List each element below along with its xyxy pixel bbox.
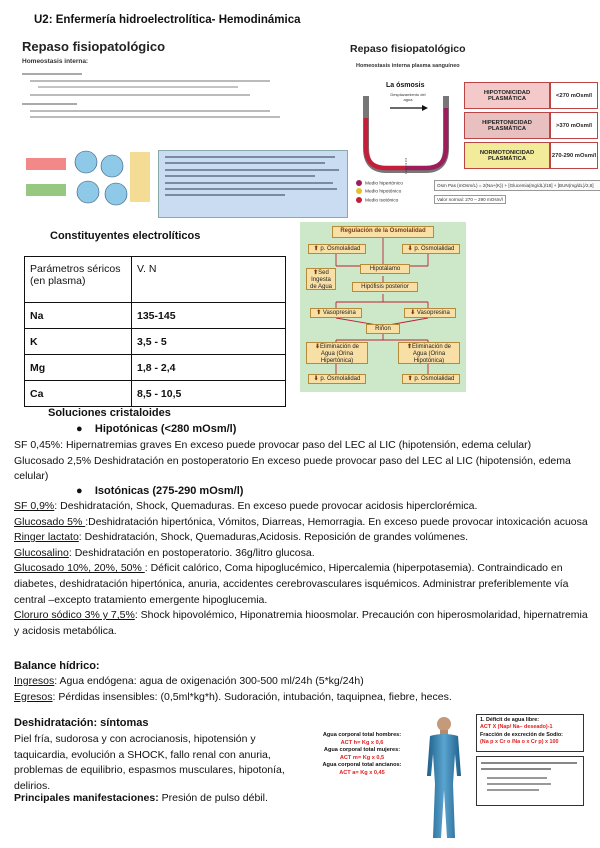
elimination-up-node: ⬆Eliminación de Agua (Orina Hipotónica) [398,342,460,364]
solution-text: : Deshidratación, Shock, Quemaduras. En exceso puede provocar acidosis hiperclorémica. [54,500,478,512]
solution-name: Cloruro sódico 3% y 7,5% [14,609,135,622]
ingresos-text: : Agua endógena: agua de oxigenación 300-500 ml/24h (5*kg/24h) [54,675,364,687]
value-cell: 1,8 - 2,4 [132,355,286,381]
osm-bottom-right-node: ⬆ p. Osmolalidad [402,374,460,384]
osm-bottom-right-text: p. Osmolalidad [414,376,455,382]
egresos-line [14,690,590,706]
crystalloids-title: Soluciones cristaloides [48,407,171,419]
table-row [25,303,286,329]
right-panel-title: Repaso fisiopatológico [350,43,466,55]
list-item [14,608,590,639]
elimination-down-text: Eliminación de Agua (Orina Hipertónica) [320,344,360,364]
fraction-title: Fracción de excreción de Sodio: [480,731,563,738]
regulation-title [332,226,434,238]
list-item [14,499,590,515]
osmolarity-normal-value: Valor normal: 270 – 290 mOsm/l [434,195,506,204]
tonicity-label-hypo: HIPOTONICIDAD PLASMÁTICA [483,89,531,102]
solution-text: : Shock hipovolémico, Hiponatremia hioosmolar. Precaución con hiperosmolaridad, hipernatremia y acidosis metabólica. [14,609,588,637]
osm-bottom-left-node: ⬇ p. Osmolalidad [308,374,366,384]
value-cell: 3,5 - 5 [132,329,286,355]
blurred-text-block [22,70,342,122]
list-item [14,438,590,454]
osmosis-arrow-label: Desplazamiento del agua [390,92,426,102]
tonicity-row-normo [464,142,550,169]
osm-down-text: p. Osmolalidad [414,246,455,252]
human-body-figure [414,714,474,842]
ingresos-label: Ingresos [14,675,55,687]
osmosis-legend [356,180,403,205]
list-item [14,515,590,531]
kidney-text: Riñon [375,326,391,332]
osmosis-diagram [350,78,462,178]
tonicity-table [464,78,598,176]
ingresos-line [14,674,590,690]
deficit-title: 1. Déficit de agua libre: [480,717,540,723]
list-item [14,561,590,608]
solution-name: SF 0,9% [14,500,55,512]
solution-text: : Deshidratación en postoperatorio. 36g/litro glucosa. [68,546,315,559]
header-cell: V. N [132,257,286,303]
solution-text: : Deshidratación, Shock, Quemaduras,Acidosis. Reposición de grandes volúmenes. [78,531,469,544]
legend-dot-3 [356,197,362,203]
electrolytes-title: Constituyentes electrolíticos [50,230,201,242]
act-men-label: Agua corporal total hombres: [322,732,402,738]
osmolality-regulation-diagram [300,222,466,392]
act-formulas [312,732,412,778]
electrolytes-table [24,256,286,407]
sodium-note-box [476,756,584,806]
hypotonic-heading-text: Hipotónicas (<280 mOsm/l) [94,423,237,435]
solution-text: : Hipernatremias graves En exceso puede provocar paso del LEC al LIC (hipotensión, edema celular) [60,439,532,451]
hypothalamus-node [360,264,410,274]
value-cell: 135-145 [132,303,286,329]
left-review-panel [18,36,348,214]
left-panel-title: Repaso fisiopatológico [22,39,166,54]
thirst-node: ⬆Sed Ingesta de Agua [306,268,336,290]
main-manifestations-label: Principales manifestaciones: [14,792,159,804]
act-women-formula: ACT m= Kg x 0,5 [339,754,385,761]
osmolarity-formula: Osm Pas (mOsm/L) = 2(Na+(K)) + [Glucemia(mg/dL)/18] + [BUN(mg/dL)/2,8] [434,180,600,191]
vasopressin-up-node: ⬆ Vasopresina [310,308,362,318]
tonicity-row-hyper [464,112,550,139]
header-cell: Parámetros séricos (en plasma) [25,257,132,303]
list-item [14,454,590,485]
param-cell: Ca [25,381,132,407]
list-item [14,546,590,562]
solution-name: Glucosado 10%, 20%, 50% [14,562,145,575]
lic-lec-note-box [158,150,348,218]
solution-text: :Deshidratación hipertónica, Vómitos, Diarreas, Hemorragia. En exceso puede provocar intoxicación acuosa [85,515,588,528]
act-elderly-formula: ACT a= Kg x 0,45 [339,769,385,776]
osm-bottom-left-text: p. Osmolalidad [320,376,361,382]
osm-up-node: ⬆ p. Osmolalidad [308,244,366,254]
table-header-row [25,257,286,303]
param-cell: K [25,329,132,355]
tonicity-row-hypo [464,82,550,109]
balance-block [14,674,590,705]
solution-name: Glucosado 2,5% [14,454,92,467]
tonicity-value-normo-cell [550,142,598,169]
dehydration-text: Piel fría, sudorosa y con acrocianosis, hipotensión y taquicardia, evolución a SHOCK, fallo renal con anuria, problemas de equilibrio, espasmos musculares, hipotonía, delirios. [14,733,285,792]
egresos-text: : Pérdidas insensibles: (0,5ml*kg*h). Sudoración, intubación, taquipnea, fiebre, heces. [52,690,452,703]
solution-name: Ringer lactato [14,531,79,544]
vasopressin-up-text: Vasopresina [322,310,356,316]
page-title: U2: Enfermería hidroelectrolítica- Hemodinámica [34,14,301,26]
tonicity-label-hyper: HIPERTONICIDAD PLASMÁTICA [482,119,532,132]
legend-dot-1 [356,180,362,186]
dehydration-title: Deshidratación: síntomas [14,717,149,729]
legend-item-2: Medio hipotónico [365,189,402,195]
isotonic-heading-text: Isotónicas (275-290 mOsm/l) [94,485,244,497]
regulation-title-text: Regulación de la Osmolalidad [340,228,426,234]
solution-text: Deshidratación en postoperatorio En exceso puede provocar paso del LEC al LIC (hipotensión, edema celular) [14,454,571,483]
thirst-text: Sed Ingesta de Agua [309,270,333,290]
tonicity-value-hypo: <270 mOsm/l [556,92,592,99]
egresos-label: Egresos [14,690,53,703]
vasopressin-down-text: Vasopresina [416,310,450,316]
tonicity-value-normo: 270-290 mOsm/l [551,152,597,159]
solution-name: SF 0,45% [14,439,61,451]
osm-up-text: p. Osmolalidad [320,246,361,252]
osmosis-title: La ósmosis [386,82,425,89]
legend-dot-2 [356,188,362,194]
elimination-down-node: ⬇Eliminación de Agua (Orina Hipertónica) [306,342,368,364]
list-item [14,530,590,546]
hypotonic-list [14,438,590,485]
water-deficit-box [476,714,584,752]
solution-name: Glucosalino [14,546,69,559]
tonicity-label-normo: NORMOTONICIDAD PLASMÁTICA [479,149,535,162]
legend-item-3: Medio isotónico [365,197,399,203]
right-panel-subtitle: Homeostasis interna plasma sanguíneo [356,63,460,69]
main-manifestations-text: Presión de pulso débil. [158,792,268,804]
pituitary-node [352,282,418,292]
act-women-label: Agua corporal total mujeres: [323,747,401,754]
act-men-formula: ACT h= Kg x 0,6 [340,739,384,746]
isotonic-heading: ● Isotónicas (275-290 mOsm/l) [76,485,244,497]
solution-text: : Déficit calórico, Coma hipoglucémico, Hipercalemia (hiperpotasemia). Contraindicado en diabetes, deshidratación hipertónica, anuria, accidentes cerebrovasculares isquémicos. Administrar preferiblemente vía central –excepto tratamiento emergente hipoglucemia. [14,562,569,606]
deficit-formula: ACT X (Nap/ Na– deseado)-1 [480,724,553,731]
legend-item-1: Medio hipertónico [365,181,403,187]
hypothalamus-text: Hipotálamo [369,266,401,272]
fraction-formula: (Na p x Cr o /Na o x Cr p) x 100 [480,739,559,746]
solution-name: Glucosado 5% [14,515,86,528]
tonicity-value-hypo-cell [550,82,598,109]
balance-title: Balance hídrico: [14,660,100,672]
hypotonic-heading: ● Hipotónicas (<280 mOsm/l) [76,423,237,435]
osm-down-node: ⬇ p. Osmolalidad [402,244,460,254]
tonicity-value-hyper: >370 mOsm/l [556,122,592,129]
table-row [25,329,286,355]
act-elderly-label: Agua corporal total ancianos: [322,762,402,769]
tonicity-value-hyper-cell [550,112,598,139]
kidney-node [366,324,400,334]
value-cell: 8,5 - 10,5 [132,381,286,407]
isotonic-list [14,499,590,639]
cell-diagram [24,144,152,210]
vasopressin-down-node: ⬇ Vasopresina [404,308,456,318]
param-cell: Mg [25,355,132,381]
table-row [25,355,286,381]
right-review-panel [346,38,596,214]
param-cell: Na [25,303,132,329]
left-panel-subtitle: Homeostasis interna: [22,58,89,65]
pituitary-text: Hipófisis posterior [361,284,409,290]
dehydration-main-line [14,791,314,807]
elimination-up-text: Eliminación de Agua (Orina Hipotónica) [412,344,452,364]
table-row [25,381,286,407]
